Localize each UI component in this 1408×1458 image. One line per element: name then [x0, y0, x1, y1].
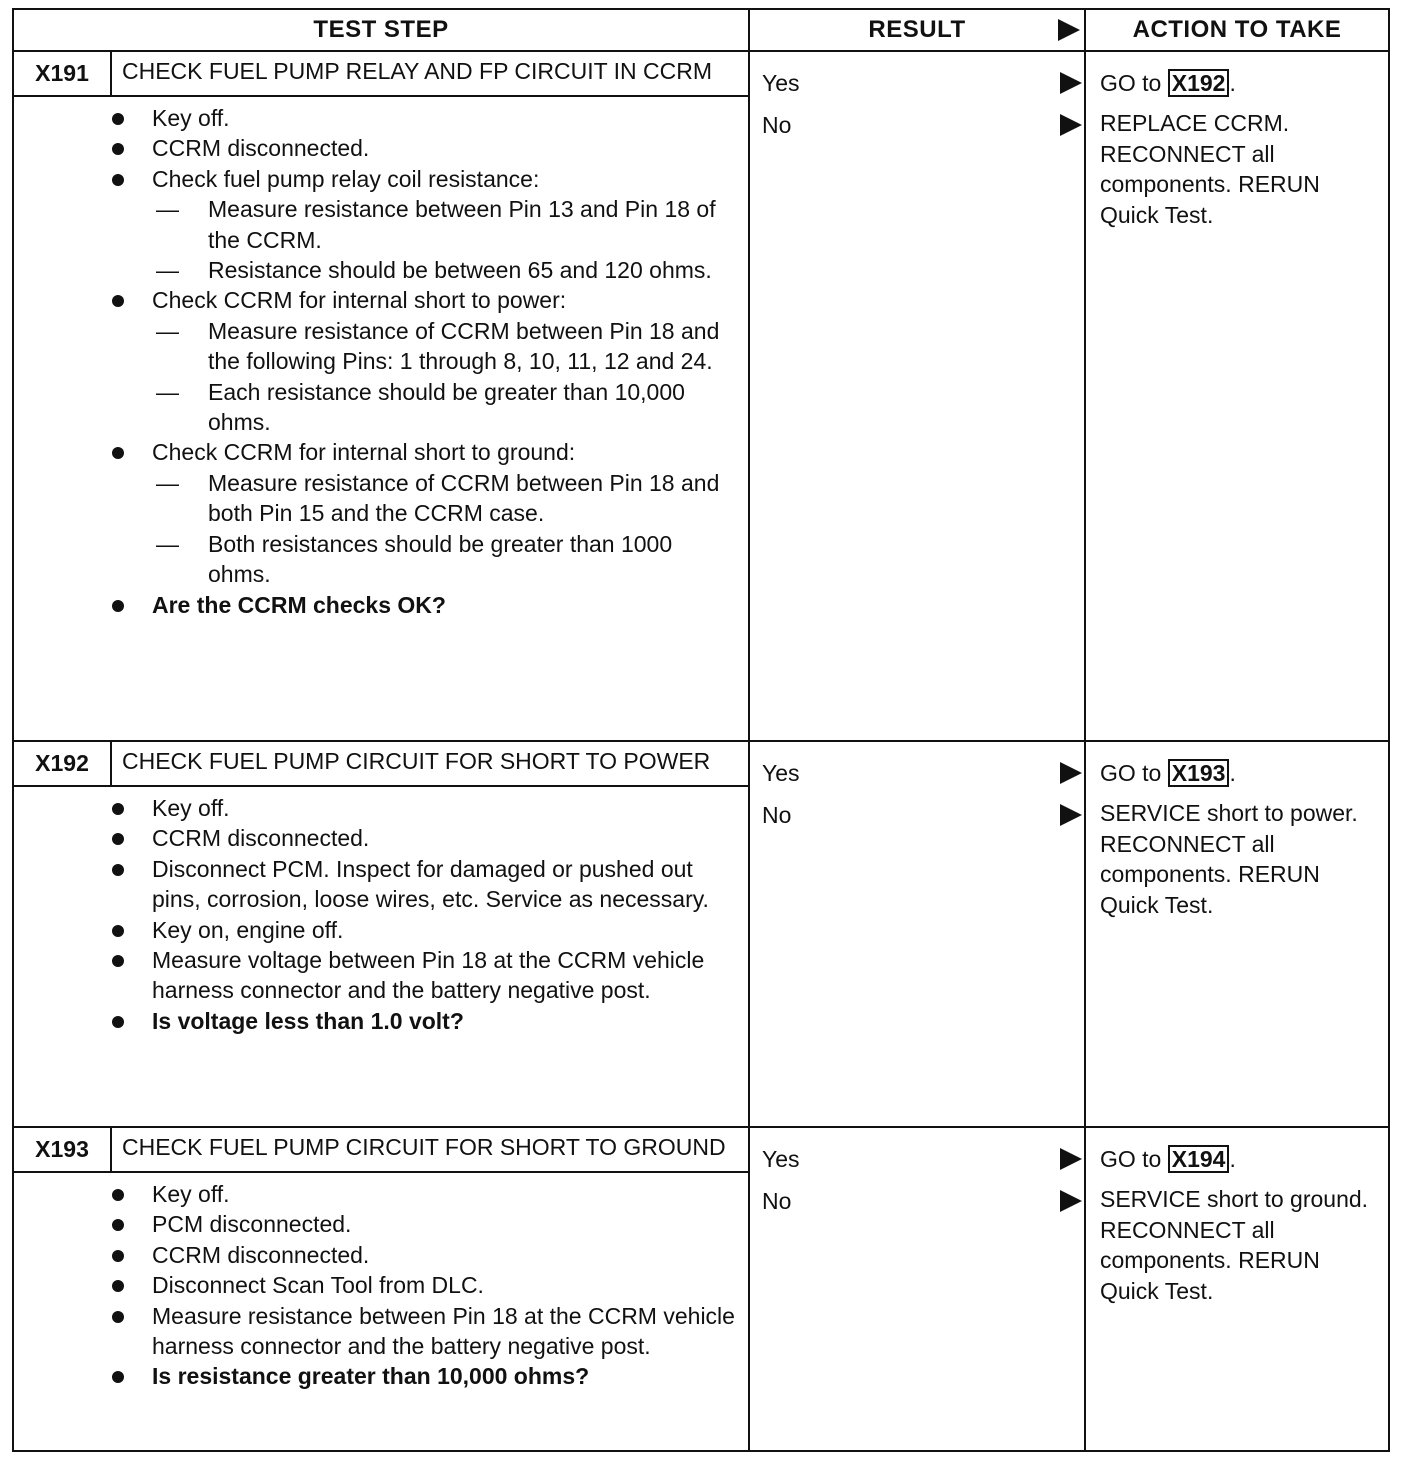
table-row	[13, 1127, 1389, 1451]
step-bullet	[106, 285, 738, 437]
step-bullet	[106, 854, 738, 915]
result-line	[750, 68, 1084, 110]
bullet-text: CCRM disconnected.	[152, 1241, 370, 1268]
result-line	[750, 110, 1084, 152]
step-reference-link[interactable]: X193	[1168, 759, 1230, 787]
sub-list	[152, 316, 738, 438]
action-text: SERVICE short to ground. RECONNECT all components. RERUN Quick Test.	[1100, 1186, 1369, 1304]
bullet-text: Is voltage less than 1.0 volt?	[152, 1007, 464, 1034]
sub-list	[152, 194, 738, 285]
action-pre: GO to	[1100, 760, 1168, 786]
table-row	[13, 51, 1389, 741]
sub-item: — Measure resistance between Pin 13 and Pin 18 of the CCRM.	[152, 194, 738, 255]
result-label: Yes	[762, 760, 800, 786]
arrow-right-icon	[1060, 72, 1082, 94]
step-reference-link[interactable]: X194	[1168, 1145, 1230, 1173]
bullet-text: Measure resistance between Pin 18 at the CCRM vehicle harness connector and the battery negative post.	[152, 1302, 735, 1360]
action-pre: GO to	[1100, 1146, 1168, 1172]
diagnostic-table	[12, 8, 1390, 1452]
step-bullet	[106, 1240, 738, 1270]
result-cell	[749, 51, 1085, 741]
step-title: CHECK FUEL PUMP CIRCUIT FOR SHORT TO GROUND	[122, 1134, 726, 1160]
result-line	[750, 1186, 1084, 1228]
arrow-right-icon	[1060, 114, 1082, 136]
step-bullet	[106, 945, 738, 1006]
step-body	[14, 1173, 748, 1396]
step-body	[14, 97, 748, 624]
step-bullet	[106, 1209, 738, 1239]
action-cell	[1085, 51, 1389, 741]
step-bullet	[106, 1006, 738, 1036]
header-result-label: RESULT	[868, 16, 966, 43]
sub-item: — Measure resistance of CCRM between Pin 18 and the following Pins: 1 through 8, 10, 11, 12 and 24.	[152, 316, 738, 377]
step-title: CHECK FUEL PUMP RELAY AND FP CIRCUIT IN CCRM	[122, 58, 713, 84]
result-label: No	[762, 802, 792, 828]
action-goto	[1100, 758, 1378, 788]
bullet-text: Key off.	[152, 105, 230, 131]
test-step-cell	[13, 1127, 749, 1451]
arrow-right-icon	[1060, 1148, 1082, 1170]
step-body	[14, 787, 748, 1040]
bullet-text: Disconnect PCM. Inspect for damaged or pushed out pins, corrosion, loose wires, etc. Service as necessary.	[152, 855, 709, 913]
action-text: SERVICE short to power. RECONNECT all components. RERUN Quick Test.	[1100, 800, 1358, 918]
arrow-right-icon	[1060, 804, 1082, 826]
action-post: .	[1229, 1146, 1236, 1172]
result-label: No	[762, 1188, 792, 1214]
result-label: No	[762, 112, 792, 138]
action-post: .	[1229, 70, 1236, 96]
bullet-text: PCM disconnected.	[152, 1211, 352, 1238]
step-header	[14, 52, 748, 97]
bullet-text: CCRM disconnected.	[152, 135, 370, 162]
action-cell	[1085, 1127, 1389, 1451]
step-bullet	[106, 793, 738, 823]
result-label: Yes	[762, 70, 800, 96]
result-cell	[749, 741, 1085, 1127]
action-cell	[1085, 741, 1389, 1127]
bullet-text: Measure voltage between Pin 18 at the CCRM vehicle harness connector and the battery negative post.	[152, 947, 705, 1004]
header-action: ACTION TO TAKE	[1085, 9, 1389, 51]
table-header-row	[13, 9, 1389, 51]
test-step-cell	[13, 51, 749, 741]
result-line	[750, 758, 1084, 800]
arrow-right-icon	[1060, 762, 1082, 784]
sub-item: — Both resistances should be greater than 1000 ohms.	[152, 529, 738, 590]
action-goto	[1100, 1144, 1378, 1174]
step-bullet	[106, 915, 738, 945]
bullet-text: Check CCRM for internal short to power:	[152, 287, 567, 314]
step-bullets	[106, 103, 738, 620]
sub-item: — Resistance should be between 65 and 120 ohms.	[152, 255, 738, 285]
step-bullets	[106, 1179, 738, 1392]
arrow-right-icon	[1060, 1190, 1082, 1212]
bullet-text: Are the CCRM checks OK?	[152, 591, 446, 618]
step-title: CHECK FUEL PUMP CIRCUIT FOR SHORT TO POWER	[122, 748, 711, 774]
action-pre: GO to	[1100, 70, 1168, 96]
bullet-text: Disconnect Scan Tool from DLC.	[152, 1272, 484, 1299]
sub-list	[152, 468, 738, 590]
result-cell	[749, 1127, 1085, 1451]
test-step-cell	[13, 741, 749, 1127]
step-bullets	[106, 793, 738, 1036]
table-row	[13, 741, 1389, 1127]
step-bullet	[106, 590, 738, 620]
action-post: .	[1229, 760, 1236, 786]
sub-item: — Measure resistance of CCRM between Pin 18 and both Pin 15 and the CCRM case.	[152, 468, 738, 529]
step-id: X192	[14, 742, 112, 785]
bullet-text: Key off.	[152, 1181, 230, 1207]
step-reference-link[interactable]: X192	[1168, 69, 1230, 97]
step-bullet	[106, 1301, 738, 1362]
step-id: X191	[14, 52, 112, 95]
action-text: REPLACE CCRM. RECONNECT all components. RERUN Quick Test.	[1100, 110, 1320, 228]
step-bullet	[106, 103, 738, 133]
result-label: Yes	[762, 1146, 800, 1172]
header-result	[749, 9, 1085, 51]
result-line	[750, 800, 1084, 842]
arrow-right-icon	[1058, 19, 1080, 41]
step-bullet	[106, 133, 738, 163]
sub-item: — Each resistance should be greater than 10,000 ohms.	[152, 377, 738, 438]
step-bullet	[106, 437, 738, 589]
step-id: X193	[14, 1128, 112, 1171]
step-bullet	[106, 1270, 738, 1300]
bullet-text: Check CCRM for internal short to ground:	[152, 439, 576, 466]
bullet-text: Key off.	[152, 795, 230, 821]
result-line	[750, 1144, 1084, 1186]
bullet-text: Check fuel pump relay coil resistance:	[152, 165, 540, 192]
step-bullet	[106, 164, 738, 286]
bullet-text: Key on, engine off.	[152, 916, 344, 943]
header-test-step: TEST STEP	[13, 9, 749, 51]
step-bullet	[106, 823, 738, 853]
table-body	[13, 51, 1389, 1451]
step-header	[14, 1128, 748, 1173]
action-goto	[1100, 68, 1378, 98]
bullet-text: CCRM disconnected.	[152, 825, 370, 852]
step-header	[14, 742, 748, 787]
step-bullet	[106, 1361, 738, 1391]
bullet-text: Is resistance greater than 10,000 ohms?	[152, 1363, 590, 1390]
step-bullet	[106, 1179, 738, 1209]
